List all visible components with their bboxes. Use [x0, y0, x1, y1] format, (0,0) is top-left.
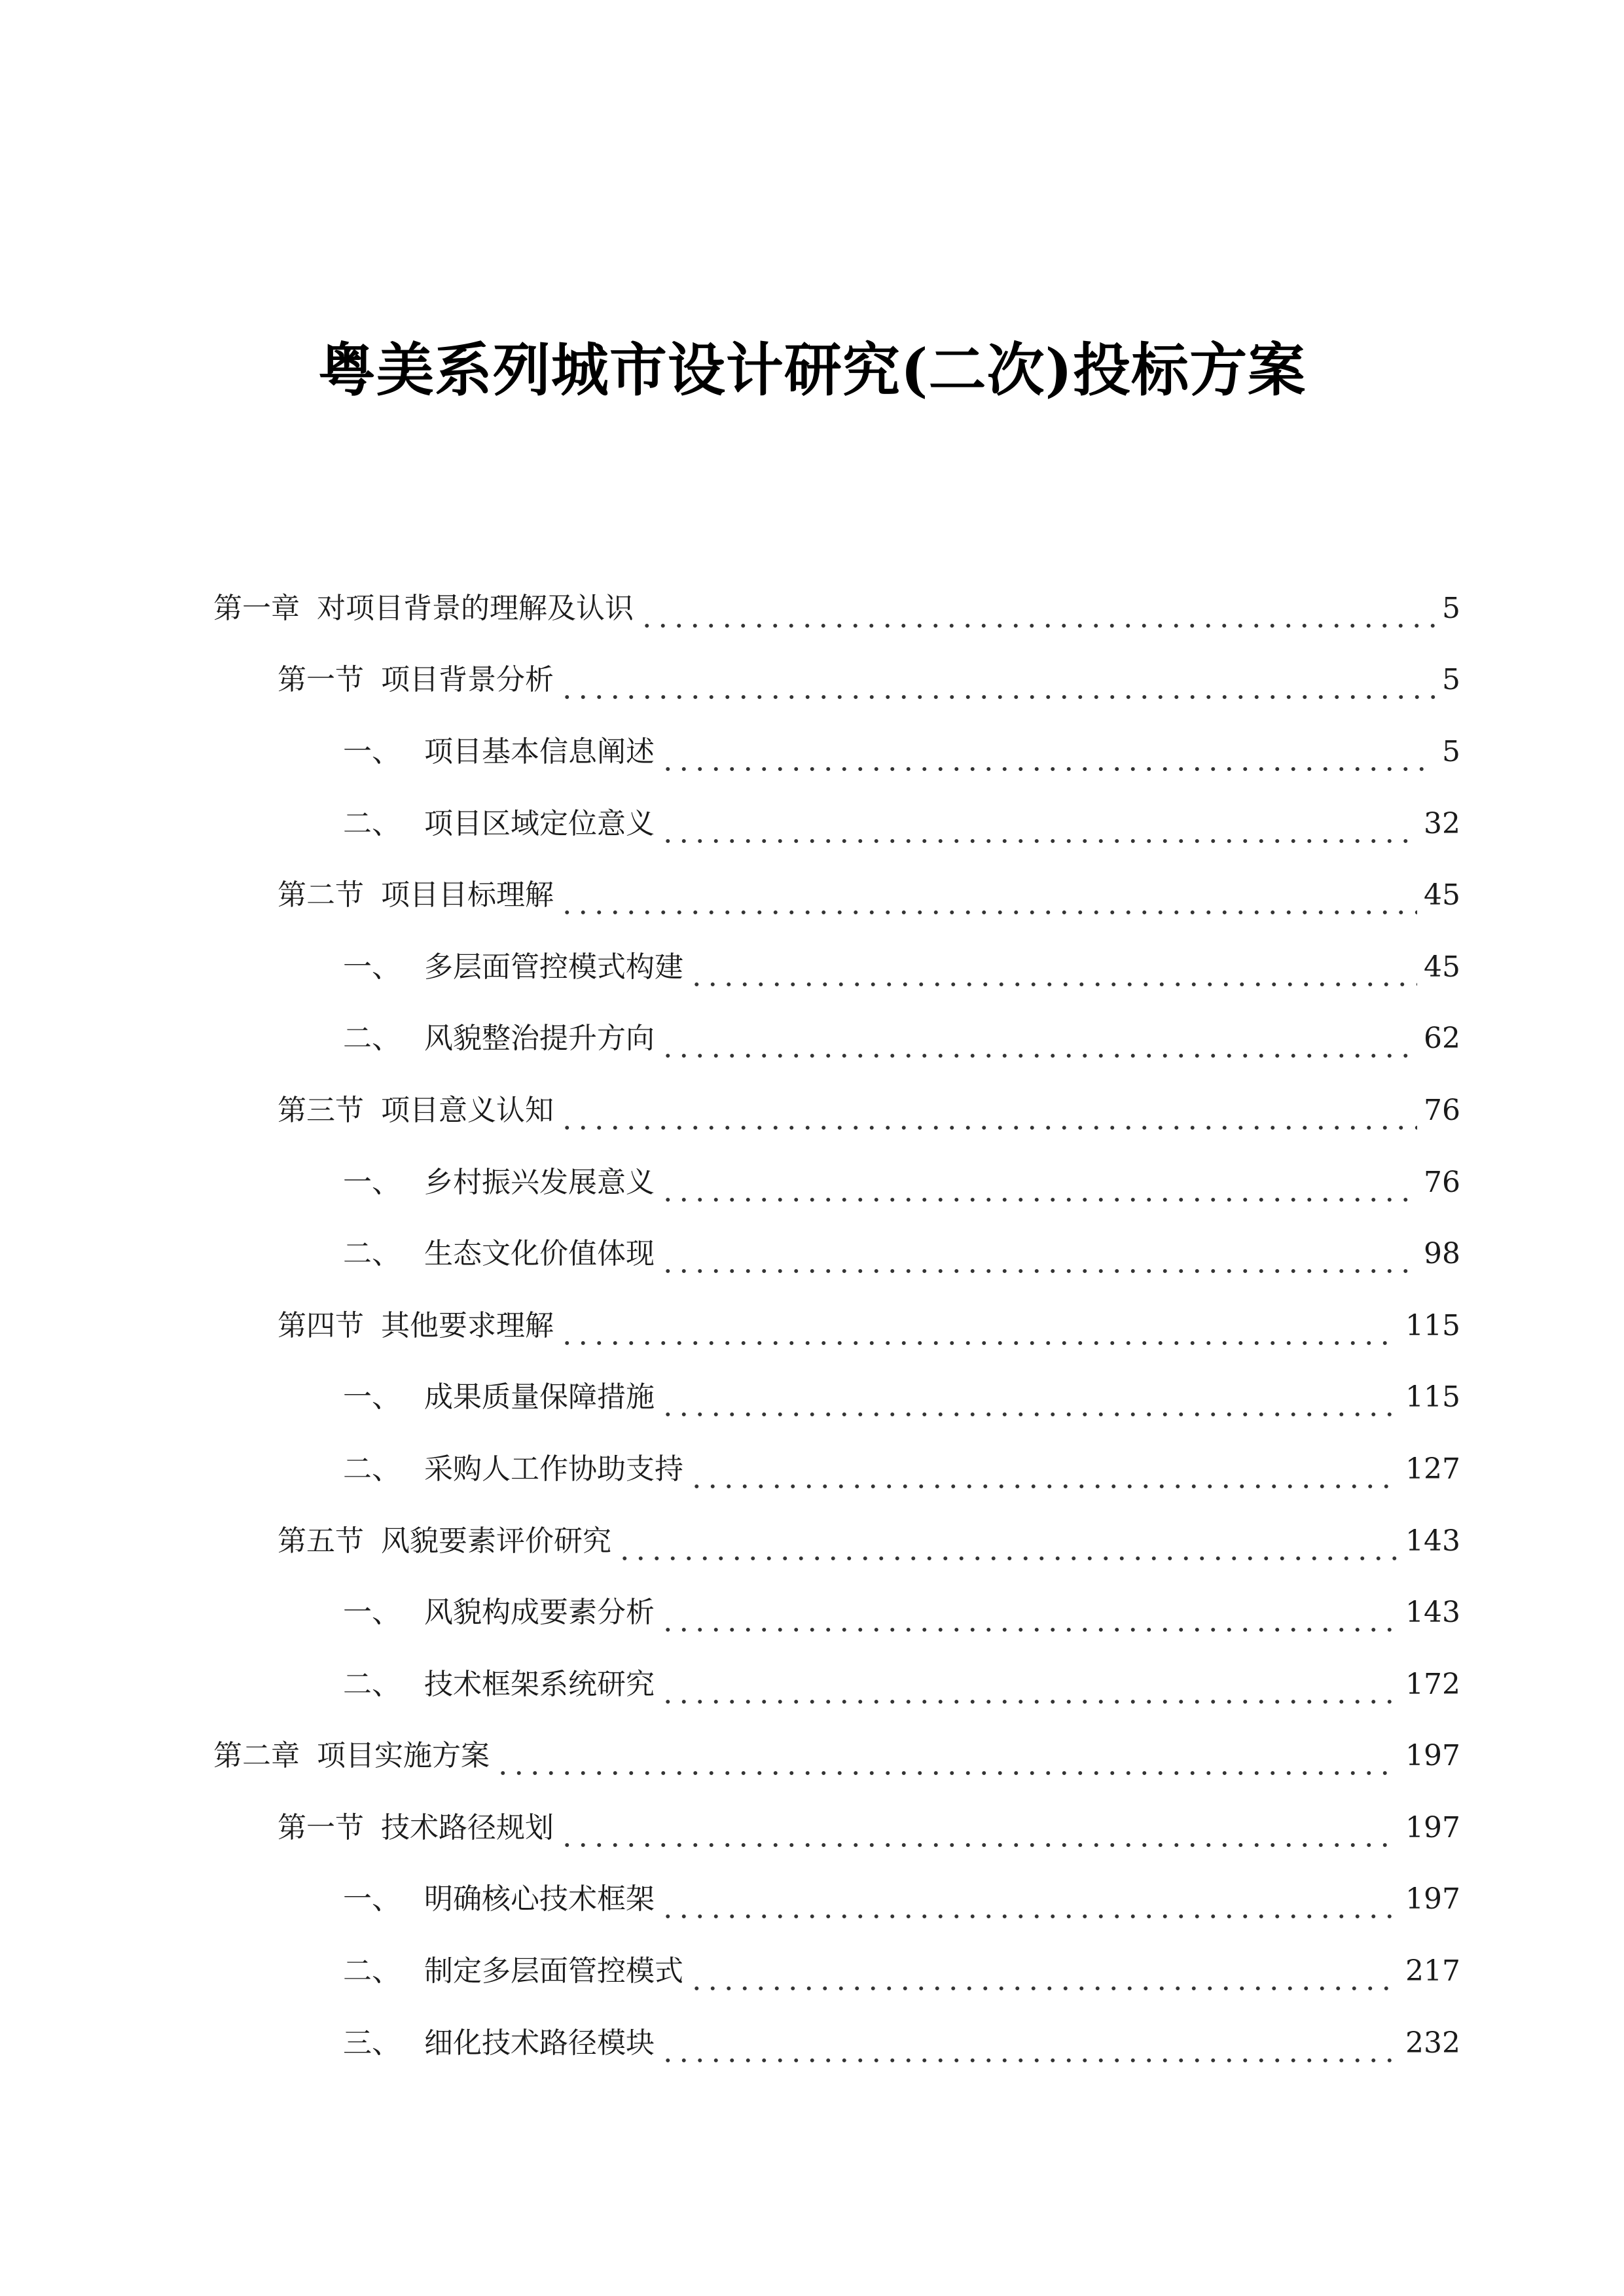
toc-entry-title: 制定多层面管控模式 [424, 1954, 683, 1988]
toc-dot-leader [660, 1880, 1399, 1919]
toc-entry-label [343, 1234, 655, 1274]
toc-page-number: 45 [1424, 878, 1460, 912]
toc-entry-number: 二、 [343, 1022, 401, 1056]
toc-entry-label [343, 1593, 655, 1632]
toc-entry-label [343, 804, 655, 844]
toc-dot-leader [660, 732, 1435, 772]
toc-section-entry[interactable] [0, 1505, 1624, 1577]
toc-page-number: 76 [1424, 1093, 1460, 1127]
toc-entry-number: 二、 [343, 1452, 401, 1486]
toc-dot-leader [660, 1234, 1417, 1274]
toc-entry-title: 技术框架系统研究 [424, 1667, 655, 1701]
toc-entry-number: 第三节 [278, 1093, 364, 1127]
toc-entry-title: 多层面管控模式构建 [424, 950, 683, 984]
toc-entry-number: 二、 [343, 1237, 401, 1271]
toc-entry-title: 项目背景分析 [381, 663, 554, 697]
toc-dot-leader [660, 1163, 1417, 1202]
toc-entry-number: 第二节 [278, 878, 364, 912]
toc-page-number: 76 [1424, 1165, 1460, 1199]
toc-entry-number: 一、 [343, 1596, 401, 1630]
toc-entry-title: 项目实施方案 [317, 1739, 490, 1773]
toc-subsection-entry[interactable] [0, 1218, 1624, 1290]
toc-entry-label [213, 589, 634, 628]
toc-dot-leader [660, 2024, 1399, 2063]
toc-entry-title: 细化技术路径模块 [424, 2026, 655, 2060]
toc-entry-title: 其他要求理解 [381, 1308, 554, 1342]
toc-section-entry[interactable] [0, 1290, 1624, 1362]
toc-entry-number: 一、 [343, 1380, 401, 1414]
toc-entry-number: 二、 [343, 1954, 401, 1988]
toc-entry-label [278, 1522, 611, 1561]
toc-entry-title: 风貌整治提升方向 [424, 1022, 655, 1056]
toc-entry-label [278, 660, 554, 700]
toc-entry-title: 项目区域定位意义 [424, 806, 655, 840]
toc-page-number: 217 [1405, 1954, 1460, 1988]
table-of-contents [0, 573, 1624, 2079]
toc-subsection-entry[interactable] [0, 1003, 1624, 1075]
toc-entry-label [343, 1019, 655, 1058]
toc-page-number: 127 [1405, 1452, 1460, 1486]
toc-entry-label [343, 732, 655, 772]
toc-subsection-entry[interactable] [0, 931, 1624, 1003]
toc-entry-label [343, 1665, 655, 1704]
toc-chapter-entry[interactable] [0, 573, 1624, 645]
toc-page-number: 5 [1442, 591, 1460, 625]
toc-dot-leader [689, 1952, 1399, 1991]
toc-entry-title: 风貌要素评价研究 [381, 1524, 611, 1558]
toc-entry-label [278, 1091, 554, 1130]
toc-page-number: 5 [1442, 734, 1460, 768]
toc-section-entry[interactable] [0, 1075, 1624, 1147]
toc-entry-label [343, 1450, 683, 1489]
toc-dot-leader [660, 1378, 1399, 1417]
toc-subsection-entry[interactable] [0, 1433, 1624, 1505]
toc-entry-label [343, 1378, 655, 1417]
toc-dot-leader [689, 1450, 1399, 1489]
document-title: 粤美系列城市设计研究(二次)投标方案 [317, 336, 1307, 404]
toc-entry-number: 二、 [343, 806, 401, 840]
toc-entry-title: 乡村振兴发展意义 [424, 1165, 655, 1199]
toc-entry-title: 对项目背景的理解及认识 [317, 591, 634, 625]
toc-page-number: 115 [1405, 1308, 1460, 1342]
toc-page-number: 197 [1405, 1882, 1460, 1916]
toc-dot-leader [559, 1808, 1399, 1848]
toc-page-number: 143 [1405, 1596, 1460, 1630]
toc-entry-title: 成果质量保障措施 [424, 1380, 655, 1414]
toc-subsection-entry[interactable] [0, 1577, 1624, 1649]
toc-dot-leader [495, 1736, 1399, 1776]
toc-dot-leader [689, 948, 1417, 987]
toc-dot-leader [559, 1091, 1417, 1130]
toc-entry-number: 第一章 [213, 591, 300, 625]
toc-dot-leader [660, 804, 1417, 844]
toc-entry-title: 项目基本信息阐述 [424, 734, 655, 768]
toc-entry-title: 技术路径规划 [381, 1810, 554, 1844]
toc-entry-label [278, 1306, 554, 1346]
toc-page-number: 98 [1424, 1237, 1460, 1271]
toc-entry-number: 三、 [343, 2026, 401, 2060]
toc-section-entry[interactable] [0, 645, 1624, 717]
toc-page-number: 62 [1424, 1022, 1460, 1056]
toc-page-number: 197 [1405, 1739, 1460, 1773]
toc-entry-number: 第四节 [278, 1308, 364, 1342]
toc-page-number: 45 [1424, 950, 1460, 984]
toc-subsection-entry[interactable] [0, 1147, 1624, 1219]
toc-entry-label [343, 2024, 655, 2063]
toc-chapter-entry[interactable] [0, 1721, 1624, 1793]
toc-page-number: 197 [1405, 1810, 1460, 1844]
toc-entry-number: 第五节 [278, 1524, 364, 1558]
toc-dot-leader [559, 1306, 1399, 1346]
toc-entry-number: 一、 [343, 1882, 401, 1916]
toc-page-number: 32 [1424, 806, 1460, 840]
toc-dot-leader [617, 1522, 1399, 1561]
toc-entry-label [343, 1163, 655, 1202]
toc-entry-title: 采购人工作协助支持 [424, 1452, 683, 1486]
toc-entry-title: 风貌构成要素分析 [424, 1596, 655, 1630]
toc-page-number: 172 [1405, 1667, 1460, 1701]
toc-entry-number: 第二章 [213, 1739, 300, 1773]
toc-subsection-entry[interactable] [0, 2007, 1624, 2079]
toc-entry-number: 第一节 [278, 663, 364, 697]
toc-entry-label [213, 1736, 490, 1776]
toc-entry-title: 项目目标理解 [381, 878, 554, 912]
toc-page-number: 143 [1405, 1524, 1460, 1558]
toc-entry-label [278, 876, 554, 915]
toc-entry-title: 生态文化价值体现 [424, 1237, 655, 1271]
toc-entry-title: 项目意义认知 [381, 1093, 554, 1127]
toc-entry-number: 一、 [343, 734, 401, 768]
toc-subsection-entry[interactable] [0, 716, 1624, 788]
toc-entry-label [278, 1808, 554, 1848]
toc-section-entry[interactable] [0, 859, 1624, 931]
toc-subsection-entry[interactable] [0, 788, 1624, 860]
toc-entry-number: 一、 [343, 950, 401, 984]
toc-dot-leader [559, 660, 1435, 700]
toc-section-entry[interactable] [0, 1792, 1624, 1864]
toc-entry-number: 二、 [343, 1667, 401, 1701]
toc-subsection-entry[interactable] [0, 1649, 1624, 1721]
toc-dot-leader [660, 1593, 1399, 1632]
toc-subsection-entry[interactable] [0, 1864, 1624, 1936]
toc-dot-leader [559, 876, 1417, 915]
toc-dot-leader [660, 1019, 1417, 1058]
toc-entry-label [343, 1880, 655, 1919]
toc-dot-leader [660, 1665, 1399, 1704]
toc-entry-label [343, 1952, 683, 1991]
toc-entry-number: 一、 [343, 1165, 401, 1199]
toc-entry-number: 第一节 [278, 1810, 364, 1844]
toc-entry-title: 明确核心技术框架 [424, 1882, 655, 1916]
toc-dot-leader [639, 589, 1435, 628]
toc-subsection-entry[interactable] [0, 1362, 1624, 1434]
toc-page-number: 115 [1405, 1380, 1460, 1414]
toc-page-number: 232 [1405, 2026, 1460, 2060]
toc-page-number: 5 [1442, 663, 1460, 697]
toc-subsection-entry[interactable] [0, 1935, 1624, 2007]
toc-entry-label [343, 948, 683, 987]
